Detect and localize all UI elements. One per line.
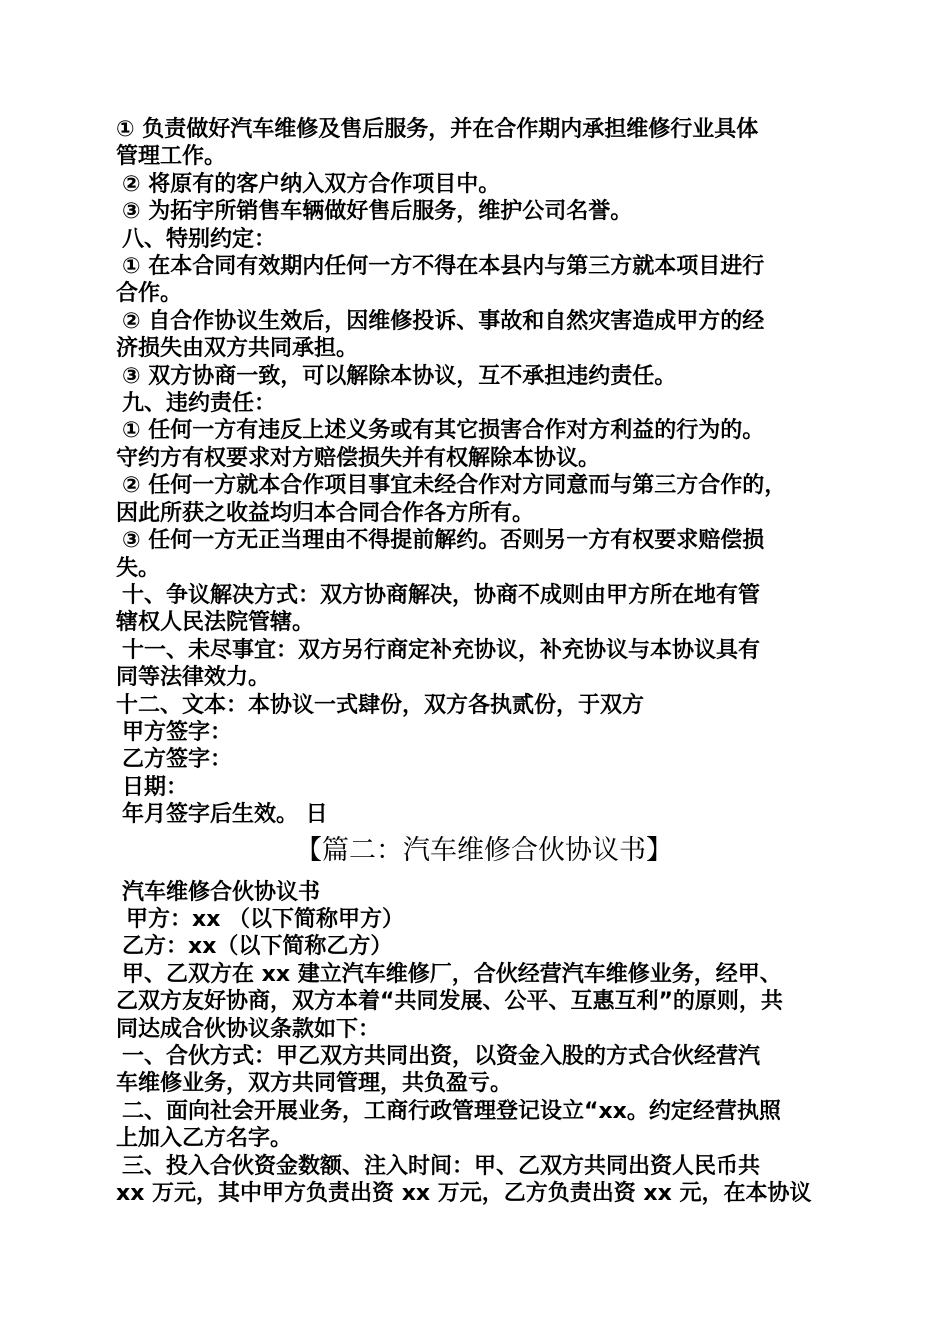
text-line: ② 将原有的客户纳入双方合作项目中。 (122, 171, 501, 197)
text-line: 管理工作。 (116, 144, 227, 170)
text-line: 车维修业务，双方共同管理，共负盈亏。 (116, 1071, 513, 1097)
clause-heading: 九、违约责任： (122, 391, 277, 417)
text-line: ③ 任何一方无正当理由不得提前解约。否则另一方有权要求赔偿损 (122, 528, 765, 554)
text-line: xx 万元，其中甲方负责出资 xx 万元，乙方负责出资 xx 元，在本协议 (116, 1181, 812, 1207)
text-line: 济损失由双方共同承担。 (116, 336, 359, 362)
text-line: ① 在本合同有效期内任何一方不得在本县内与第三方就本项目进行 (122, 254, 765, 280)
signature-label-party-a: 甲方签字： (122, 719, 233, 745)
text-line: 同等法律效力。 (116, 665, 271, 691)
text-line: 十二、文本：本协议一式肆份，双方各执贰份，于双方 (116, 692, 645, 718)
text-line: ② 自合作协议生效后，因维修投诉、事故和自然灾害造成甲方的经 (122, 308, 765, 334)
text-line: 因此所获之收益均归本合同合作各方所有。 (116, 500, 535, 526)
text-line: ③ 双方协商一致，可以解除本协议，互不承担违约责任。 (122, 363, 677, 389)
date-label: 日期： (122, 774, 189, 800)
text-line: 甲、乙双方在 xx 建立汽车维修厂，合伙经营汽车维修业务，经甲、 (122, 961, 782, 987)
clause-heading: 八、特别约定： (122, 226, 277, 252)
party-a-line: 甲方：xx （以下简称甲方） (126, 906, 405, 932)
section-title: 【篇二：汽车维修合伙协议书】 (295, 834, 673, 866)
document-title: 汽车维修合伙协议书 (122, 879, 321, 905)
text-line: 辖权人民法院管辖。 (116, 610, 315, 636)
text-line: 三、投入合伙资金数额、注入时间：甲、乙双方共同出资人民币共 (122, 1153, 761, 1179)
text-line: 十一、未尽事宜：双方另行商定补充协议，补充协议与本协议具有 (122, 637, 761, 663)
text-line: 二、面向社会开展业务，工商行政管理登记设立“xx。约定经营执照 (122, 1098, 781, 1124)
text-line: 守约方有权要求对方赔偿损失并有权解除本协议。 (116, 445, 601, 471)
text-line: 乙双方友好协商，双方本着“共同发展、公平、互惠互利”的原则，共 (116, 989, 783, 1015)
signature-label-party-b: 乙方签字： (122, 747, 233, 773)
text-line: 一、合伙方式：甲乙双方共同出资，以资金入股的方式合伙经营汽 (122, 1044, 761, 1069)
text-line: ③ 为拓宇所销售车辆做好售后服务，维护公司名誉。 (122, 199, 633, 225)
text-line: ① 任何一方有违反上述义务或有其它损害合作对方利益的行为的。 (122, 418, 765, 444)
text-line: ② 任何一方就本合作项目事宜未经合作对方同意而与第三方合作的， (122, 473, 787, 499)
document-body (116, 116, 832, 1207)
text-line: 同达成合伙协议条款如下： (116, 1016, 381, 1042)
text-line: 失。 (116, 555, 161, 581)
text-line: 十、争议解决方式：双方协商解决，协商不成则由甲方所在地有管 (122, 582, 761, 608)
text-line: 年月签字后生效。 日 (122, 802, 328, 828)
text-line: ① 负责做好汽车维修及售后服务，并在合作期内承担维修行业具体 (116, 117, 759, 142)
text-line: 合作。 (116, 281, 183, 307)
party-b-line: 乙方：xx（以下简称乙方） (122, 934, 393, 960)
text-line: 上加入乙方名字。 (116, 1126, 293, 1152)
